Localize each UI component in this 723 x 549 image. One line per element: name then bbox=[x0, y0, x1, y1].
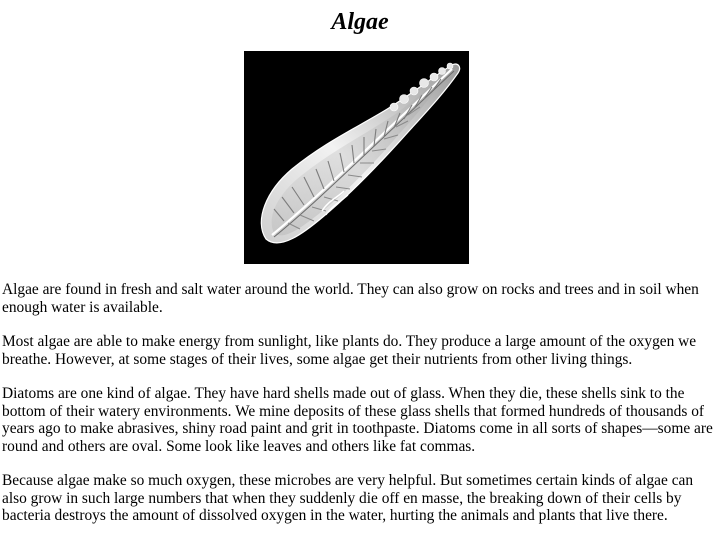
diatom-micrograph-image bbox=[244, 51, 469, 264]
paragraph-energy: Most algae are able to make energy from sunlight, like plants do. They produce a large amount of the oxygen we breathe. However, at some stages of their lives, some algae get their nutrients from other living things. bbox=[2, 333, 697, 368]
paragraph-diatoms: Diatoms are one kind of algae. They have hard shells made out of glass. When they die, these shells sink to the bottom of their watery environments. We mine deposits of these glass shells that formed hundreds of thousands of years ago to make abrasives, shiny road paint and grit in toothpaste. Diatoms come in all sorts of shapes—some are round and others are oval. Some look like leaves and others like fat commas. bbox=[2, 385, 713, 455]
paragraph-habitat: Algae are found in fresh and salt water around the world. They can also grow on rocks and trees and in soil when enough water is available. bbox=[2, 281, 699, 316]
paragraph-oxygen: Because algae make so much oxygen, these microbes are very helpful. But sometimes certain kinds of algae can also grow in such large numbers that when they suddenly die off en masse, the breaking down of their cells by bacteria destroys the amount of dissolved oxygen in the water, hurting the animals and plants that live there. bbox=[2, 472, 694, 524]
article-body bbox=[2, 281, 718, 542]
page-title: Algae bbox=[331, 9, 389, 35]
